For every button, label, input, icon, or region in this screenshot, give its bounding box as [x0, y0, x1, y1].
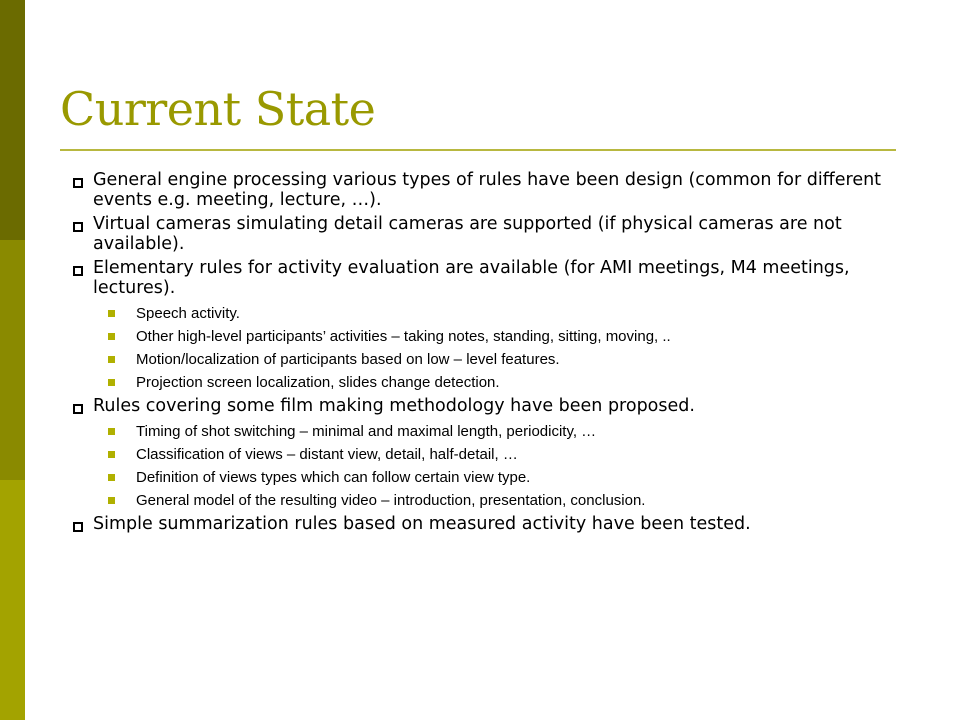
slide-title: Current State [60, 82, 376, 136]
bullet-item [60, 514, 905, 534]
square-bullet-icon [73, 522, 83, 532]
sub-bullet-list [93, 304, 905, 392]
sub-bullet-text: Other high-level participants’ activities – taking notes, standing, sitting, moving, .. [136, 328, 671, 345]
side-accent-bar [0, 0, 25, 720]
sub-bullet-text: Projection screen localization, slides change detection. [136, 374, 500, 391]
sub-bullet-item [93, 422, 905, 441]
bullet-text: Simple summarization rules based on measured activity have been tested. [93, 514, 751, 534]
sub-bullet-item [93, 327, 905, 346]
filled-square-bullet-icon [108, 333, 115, 340]
bullet-list [60, 170, 905, 534]
title-divider [60, 149, 896, 151]
bullet-item [60, 396, 905, 510]
square-bullet-icon [73, 222, 83, 232]
sub-bullet-item [93, 445, 905, 464]
filled-square-bullet-icon [108, 310, 115, 317]
side-bar-segment-dark [0, 0, 25, 240]
filled-square-bullet-icon [108, 497, 115, 504]
bullet-item [60, 214, 905, 254]
bullet-text: Elementary rules for activity evaluation are available (for AMI meetings, M4 meetings, lectures). [93, 258, 850, 298]
sub-bullet-text: Speech activity. [136, 305, 240, 322]
sub-bullet-text: Classification of views – distant view, detail, half-detail, … [136, 446, 518, 463]
bullet-text: Rules covering some film making methodology have been proposed. [93, 396, 695, 416]
sub-bullet-item [93, 373, 905, 392]
square-bullet-icon [73, 178, 83, 188]
sub-bullet-text: Definition of views types which can follow certain view type. [136, 469, 531, 486]
bullet-text: Virtual cameras simulating detail cameras are supported (if physical cameras are not available). [93, 214, 842, 254]
side-bar-segment-mid [0, 240, 25, 480]
sub-bullet-item [93, 350, 905, 369]
sub-bullet-list [93, 422, 905, 510]
bullet-item [60, 170, 905, 210]
sub-bullet-text: General model of the resulting video – introduction, presentation, conclusion. [136, 492, 646, 509]
sub-bullet-text: Timing of shot switching – minimal and maximal length, periodicity, … [136, 423, 597, 440]
sub-bullet-item [93, 491, 905, 510]
sub-bullet-item [93, 304, 905, 323]
square-bullet-icon [73, 266, 83, 276]
filled-square-bullet-icon [108, 428, 115, 435]
square-bullet-icon [73, 404, 83, 414]
filled-square-bullet-icon [108, 451, 115, 458]
sub-bullet-item [93, 468, 905, 487]
slide-content [60, 170, 905, 538]
side-bar-segment-light [0, 480, 25, 720]
filled-square-bullet-icon [108, 474, 115, 481]
bullet-text: General engine processing various types of rules have been design (common for different events e.g. meeting, lecture, …). [93, 170, 882, 210]
bullet-item [60, 258, 905, 392]
filled-square-bullet-icon [108, 379, 115, 386]
sub-bullet-text: Motion/localization of participants based on low – level features. [136, 351, 560, 368]
filled-square-bullet-icon [108, 356, 115, 363]
